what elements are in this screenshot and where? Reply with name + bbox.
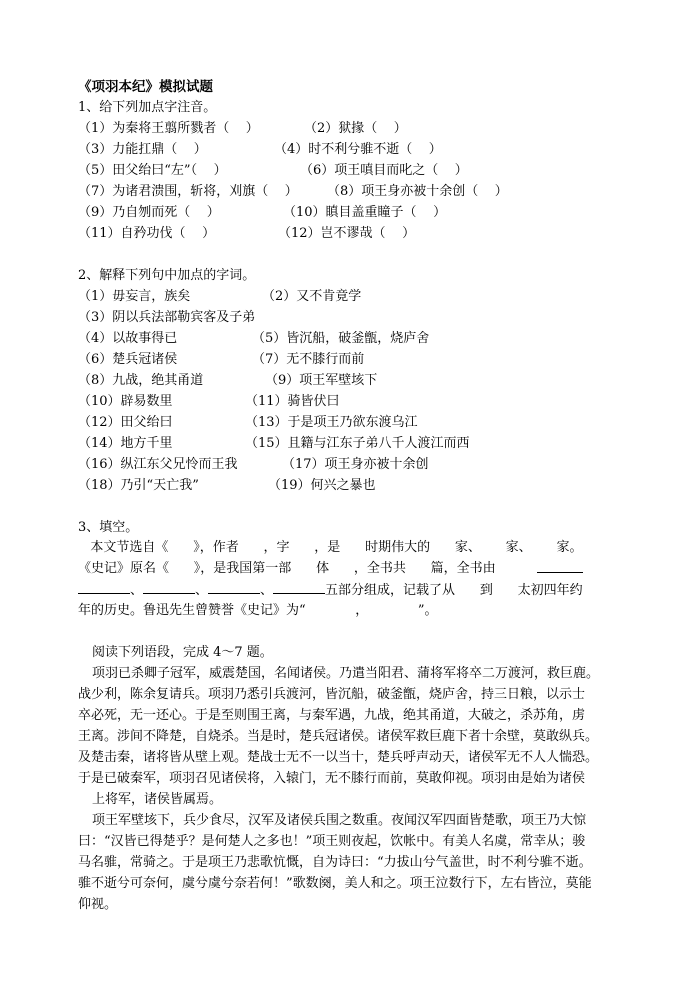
q1-item-9: （9）乃自刎而死（ ） xyxy=(78,205,220,220)
passage-1-line: 及楚击秦，诸将皆从壁上观。楚战士无不一以当十，楚兵呼声动天，诸侯军无不人人惴恐。 xyxy=(78,750,599,765)
q1-item-11: （11）自矜功伐（ ） xyxy=(78,226,216,241)
q2-item-13: （13）于是项王乃欲东渡乌江 xyxy=(245,415,418,430)
passage-1-line: 上将军，诸侯皆属焉。 xyxy=(92,792,223,807)
passage-1-line: 卒必死，无一还心。于是至则围王离，与秦军遇，九战，绝其甬道，大破之，杀苏角，虏 xyxy=(78,708,586,723)
q3-blank-5 xyxy=(273,581,325,594)
q2-heading: 2、解释下列句中加点的字词。 xyxy=(78,268,256,283)
q1-heading: 1、给下列加点字注音。 xyxy=(78,100,217,115)
q2-item-18: （18）乃引“天亡我” xyxy=(78,478,199,493)
q1-item-12: （12）岂不谬哉（ ） xyxy=(278,226,416,241)
q1-item-7: （7）为诸君溃围，斩将，刈旗（ ） xyxy=(78,184,298,199)
q3-blank-2 xyxy=(78,581,130,594)
q3-heading: 3、填空。 xyxy=(78,520,139,535)
q2-item-8: （8）九战，绝其甬道 xyxy=(78,373,204,388)
q3-line-1: 本文节选自《 》，作者 ，字 ，是 时期伟大的 家、 家、 家。 xyxy=(78,540,583,555)
q2-item-6: （6）楚兵冠诸侯 xyxy=(78,352,178,367)
q2-item-11: （11）骑皆伏曰 xyxy=(245,394,340,409)
q2-item-17: （17）项王身亦被十余创 xyxy=(282,457,429,472)
q3-blank-3 xyxy=(143,581,195,594)
q2-item-19: （19）何兴之暴也 xyxy=(268,478,376,493)
q3-line-3: 、 、 、 五部分组成，记载了从 到 太初四年约 xyxy=(78,581,583,600)
q1-item-2: （2）狱掾（ ） xyxy=(304,121,407,136)
passage-2-line: 仰视。 xyxy=(78,897,118,912)
passage-2-line: 项王军壁垓下，兵少食尽，汉军及诸侯兵围之数重。夜闻汉军四面皆楚歌，项王乃大惊 xyxy=(92,813,587,828)
q2-item-5: （5）皆沉船，破釜甑，烧庐舍 xyxy=(252,331,430,346)
document-title: 《项羽本纪》模拟试题 xyxy=(78,79,213,95)
q3-blank-1 xyxy=(537,560,583,579)
passage-2-line: 马名骓，常骑之。于是项王乃悲歌忼慨，自为诗曰：“力拔山兮气盖世，时不利兮骓不逝。 xyxy=(78,855,592,870)
passage-1-line: 王离。涉间不降楚，自烧杀。当是时，楚兵冠诸侯。诸侯军救巨鹿下者十余壁，莫敢纵兵。 xyxy=(78,729,599,744)
q2-item-14: （14）地方千里 xyxy=(78,436,173,451)
passage-2-line: 曰：“汉皆已得楚乎？是何楚人之多也！”项王则夜起，饮帐中。有美人名虞，常幸从；骏 xyxy=(78,834,586,849)
passage-1-line: 战少利，陈余复请兵。项羽乃悉引兵渡河，皆沉船，破釜甑，烧庐舍，持三日粮，以示士 xyxy=(78,687,586,702)
q1-item-3: （3）力能扛鼎（ ） xyxy=(78,142,207,157)
q3-line-2: 《史记》原名《 》，是我国第一部 体 ，全书共 篇，全书由 xyxy=(78,561,496,576)
q1-item-6: （6）项王嗔目而叱之（ ） xyxy=(300,163,468,178)
q1-item-8: （8）项王身亦被十余创（ ） xyxy=(327,184,508,199)
q2-item-4: （4）以故事得已 xyxy=(78,331,178,346)
q2-item-15: （15）且籍与江东子弟八千人渡江而西 xyxy=(245,436,470,451)
q2-item-9: （9）项王军壁垓下 xyxy=(265,373,378,388)
q3-line-4: 年的历史。鲁迅先生曾赞誉《史记》为“ ， ”。 xyxy=(78,603,438,618)
q1-item-1: （1）为秦将王翦所戮者（ ） xyxy=(78,121,259,136)
q1-item-4: （4）时不利兮骓不逝（ ） xyxy=(274,142,442,157)
q2-item-3: （3）阴以兵法部勒宾客及子弟 xyxy=(78,310,256,325)
q1-item-5: （5）田父绐曰“左”（ ） xyxy=(78,163,227,178)
passage-2-line: 骓不逝兮可奈何，虞兮虞兮奈若何！”歌数阕，美人和之。项王泣数行下，左右皆泣，莫能 xyxy=(78,876,592,891)
q3-line-3-text: 五部分组成，记载了从 到 太初四年约 xyxy=(325,583,583,598)
q2-item-10: （10）辟易数里 xyxy=(78,394,173,409)
q2-item-12: （12）田父绐曰 xyxy=(78,415,173,430)
reading-intro: 阅读下列语段，完成 4～7 题。 xyxy=(92,645,273,660)
q2-item-1: （1）毋妄言，族矣 xyxy=(78,289,191,304)
q2-item-16: （16）纵江东父兄怜而王我 xyxy=(78,457,238,472)
q3-blank-4 xyxy=(208,581,260,594)
q2-item-7: （7）无不膝行而前 xyxy=(252,352,365,367)
q1-item-10: （10）瞋目盖重瞳子（ ） xyxy=(283,205,447,220)
q2-item-2: （2）又不肯竟学 xyxy=(262,289,362,304)
passage-1-line: 项羽已杀卿子冠军，威震楚国，名闻诸侯。乃遣当阳君、蒲将军将卒二万渡河，救巨鹿。 xyxy=(92,666,600,681)
passage-1-line: 于是已破秦军，项羽召见诸侯将，入辕门，无不膝行而前，莫敢仰视。项羽由是始为诸侯 xyxy=(78,771,586,786)
